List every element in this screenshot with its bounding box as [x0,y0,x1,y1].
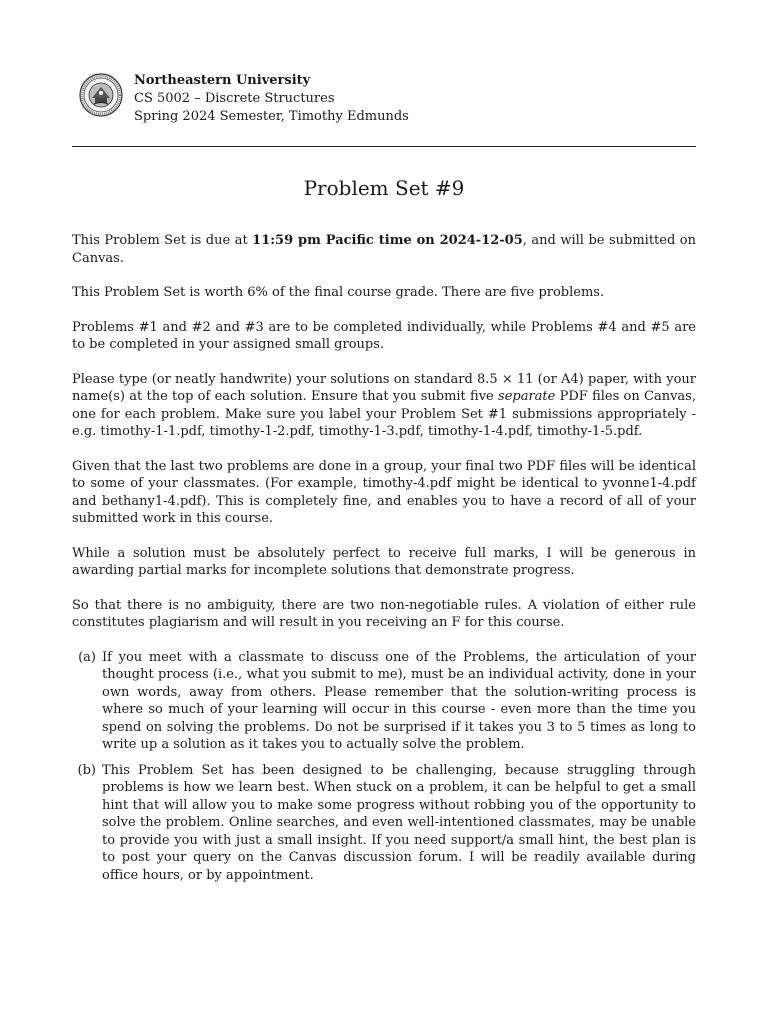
list-item-text: This Problem Set has been designed to be challenging, because struggling through problems is how we learn best. When stuck on a problem, it can be helpful to get a small hint that will allow you to make some progress without robbing you of the opportunity to solve the problem. Online searches, and even well-intentioned classmates, may be unable to provide you with just a small insight. If you need support/a small hint, the best plan is to post your query on the Canvas discussion forum. I will be readily available during office hours, or by appointment. [102,762,696,883]
semester-instructor: Spring 2024 Semester, Timothy Edmunds [134,109,409,124]
submission-text-start: Please type (or neatly handwrite) your solutions on standard 8.5 × 11 (or A4) paper, with your name(s) at the top of each solution. Ensure that you submit five [72,371,696,404]
due-text-start: This Problem Set is due at [72,233,253,248]
list-item [72,762,696,885]
header-divider [72,146,696,147]
list-item [72,649,696,754]
submission-paragraph [72,371,696,441]
due-date: 11:59 pm Pacific time on 2024-12-05 [252,233,523,248]
group-paragraph: Given that the last two problems are done in a group, your final two PDF files will be identical to some of your classmates. (For example, timothy-4.pdf might be identical to yvonne1-4.pdf and bethany1-4.pdf). This is completely fine, and enables you to have a record of all of your submitted work in this course. [72,458,696,526]
list-item-label: (b) [77,762,96,778]
course-name: CS 5002 – Discrete Structures [134,91,335,106]
worth-paragraph: This Problem Set is worth 6% of the final course grade. There are five problems. [72,285,605,300]
separate-emphasis: separate [498,389,556,404]
course-header [79,72,409,126]
university-name: Northeastern University [134,73,311,88]
header-text [134,72,409,126]
rules-list [72,649,696,885]
due-text-end: , and will be submitted on Canvas. [72,233,696,266]
marks-paragraph: While a solution must be absolutely perfect to receive full marks, I will be generous in awarding partial marks for incomplete solutions that demonstrate progress. [72,545,696,578]
submission-text-end: PDF files on Canvas, one for each problem. Make sure you label your Problem Set #1 submissions appropriately - e.g. timothy-1-1.pdf, timothy-1-2.pdf, timothy-1-3.pdf, timothy-1-4.pdf, timothy-1-5.pdf. [72,389,696,439]
list-item-text: If you meet with a classmate to discuss one of the Problems, the articulation of your thought process (i.e., what you submit to me), must be an individual activity, done in your own words, away from others. Please remember that the solution-writing process is where so much of your learning will occur in this course - even more than the time you spend on solving the problems. Do not be surprised if it takes you 3 to 5 times as long to write up a solution as it takes you to actually solve the problem. [102,649,696,752]
document-body [72,232,696,892]
university-seal-icon [79,73,123,117]
list-item-label: (a) [78,649,96,665]
rules-paragraph: So that there is no ambiguity, there are two non-negotiable rules. A violation of either rule constitutes plagiarism and will result in you receiving an F for this course. [72,597,696,630]
individual-paragraph: Problems #1 and #2 and #3 are to be completed individually, while Problems #4 and #5 are to be completed in your assigned small groups. [72,319,696,352]
page-title: Problem Set #9 [303,176,465,200]
due-paragraph [72,232,696,267]
